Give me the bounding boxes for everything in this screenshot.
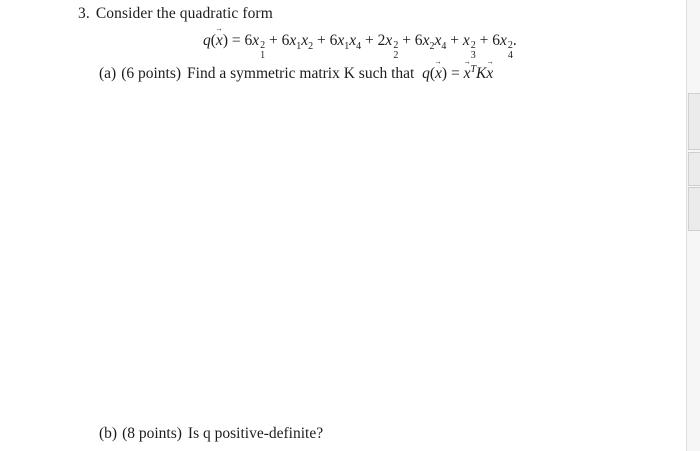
part-b-label: (b) [99,425,118,442]
viewer-sidebar-edge [686,0,700,451]
sidebar-tab[interactable] [688,187,700,231]
part-a [99,65,493,83]
problem-heading [78,5,273,23]
part-a-math: q(→ x) = → $x^TK\to x$ [418,65,493,82]
part-b [99,425,323,443]
part-b-points: (8 points) [122,425,182,442]
quadratic-form-equation: q(→ x) = 6x 2 1 + $6x_1x_2 + 6x_1x_4 + 2x$ 2 2 + $6x_2x_4 + x$ 2 3 + 6x 2 4 . [203,32,517,60]
sidebar-tab[interactable] [688,152,700,186]
part-a-label: (a) [99,65,117,82]
part-b-text: Is q positive-definite? [187,425,324,442]
part-a-text: Find a symmetric matrix K such that [187,65,415,82]
problem-prompt: Consider the quadratic form [95,5,273,22]
sidebar-tab[interactable] [688,93,700,150]
part-a-points: (6 points) [121,65,182,82]
problem-number: 3. [78,5,90,22]
